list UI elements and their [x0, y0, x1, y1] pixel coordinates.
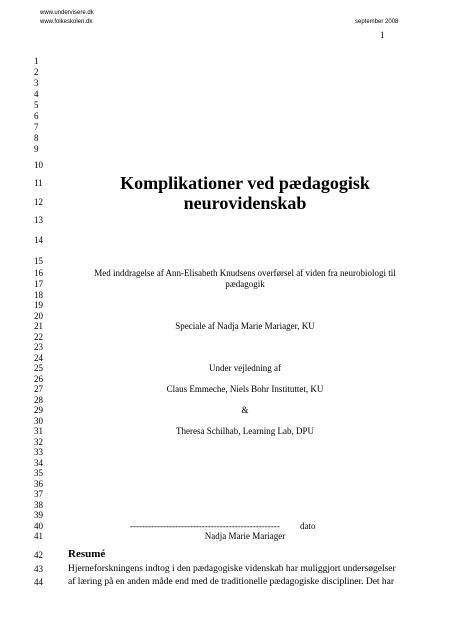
supervisor-1: Claus Emmeche, Niels Bohr Instituttet, KU: [166, 384, 324, 394]
signature-dato: dato: [300, 521, 316, 531]
line-number: 36: [34, 479, 43, 489]
line-number: 30: [34, 416, 43, 426]
subtitle-line1: Med inddragelse af Ann-Elisabeth Knudsens overførsel af viden fra neurobiologi til: [94, 268, 396, 278]
line-number: 21: [34, 321, 43, 331]
supervisor-2: Theresa Schilhab, Learning Lab, DPU: [176, 426, 314, 436]
line-number: 42: [34, 550, 43, 560]
line-number: 10: [34, 160, 43, 170]
line-number: 2: [34, 67, 39, 77]
page-number: 1: [380, 30, 385, 40]
line-number: 4: [34, 89, 39, 99]
line-number: 24: [34, 353, 43, 363]
line-number: 25: [34, 363, 43, 373]
ampersand: &: [241, 405, 249, 415]
document-title-line2: neurovidenskab: [183, 193, 307, 213]
line-number: 16: [34, 268, 43, 278]
line-number: 40: [34, 521, 43, 531]
header-date: september 2008: [355, 19, 399, 25]
line-number: 5: [34, 100, 39, 110]
line-number: 13: [34, 215, 43, 225]
line-number: 29: [34, 405, 43, 415]
line-number: 20: [34, 311, 43, 321]
line-number: 23: [34, 342, 43, 352]
line-number: 41: [34, 531, 43, 541]
line-number: 9: [34, 144, 39, 154]
line-number: 7: [34, 122, 39, 132]
signature-line: --------------------------------------------------: [130, 521, 280, 531]
line-number: 1: [34, 56, 39, 66]
resume-line1: Hjerneforskningens indtog i den pædagogiske videnskab har muliggjort undersøgelser: [68, 564, 396, 574]
line-number: 37: [34, 489, 43, 499]
line-number: 18: [34, 290, 43, 300]
line-number: 38: [34, 500, 43, 510]
resume-line2: af læring på en anden måde end med de traditionelle pædagogiske discipliner. Det har: [68, 577, 395, 587]
line-number: 27: [34, 384, 43, 394]
line-number: 32: [34, 437, 43, 447]
header-site-folkeskolen: www.folkeskolen.dk: [40, 19, 93, 25]
line-number: 17: [34, 279, 43, 289]
speciale-author: Speciale af Nadja Marie Mariager, KU: [175, 321, 315, 331]
resume-heading: Resumé: [68, 548, 106, 560]
line-number: 35: [34, 468, 43, 478]
line-number: 12: [34, 197, 43, 207]
line-number: 34: [34, 458, 43, 468]
line-number: 15: [34, 256, 43, 266]
line-number: 8: [34, 133, 39, 143]
line-number: 3: [34, 78, 39, 88]
line-number: 33: [34, 447, 43, 457]
line-number: 39: [34, 510, 43, 520]
line-number: 14: [34, 235, 43, 245]
line-number: 22: [34, 332, 43, 342]
line-number: 19: [34, 300, 43, 310]
header-site-undervisere: www.undervisere.dk: [40, 10, 94, 16]
line-number: 28: [34, 395, 43, 405]
document-title-line1: Komplikationer ved pædagogisk: [120, 173, 370, 193]
line-number: 43: [34, 564, 43, 574]
line-number: 31: [34, 426, 43, 436]
line-number: 44: [34, 577, 43, 587]
subtitle-line2: pædagogik: [225, 279, 265, 289]
line-number: 11: [34, 178, 43, 188]
line-number: 26: [34, 374, 43, 384]
vejledning-label: Under vejledning af: [209, 363, 281, 373]
line-number: 6: [34, 111, 39, 121]
signature-name: Nadja Marie Mariager: [204, 531, 286, 541]
